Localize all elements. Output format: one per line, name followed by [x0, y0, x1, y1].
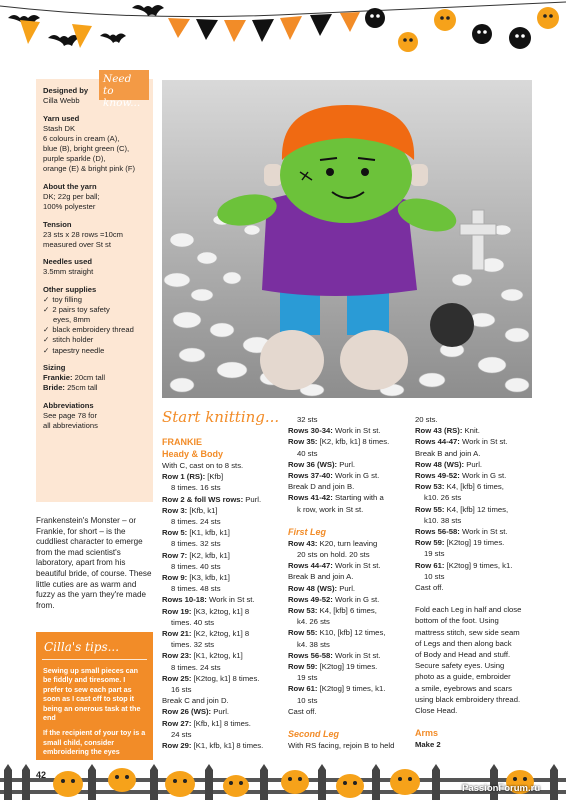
second-leg-heading: Second Leg	[288, 729, 340, 740]
tick-icon: ✓ 2 pairs toy safety	[43, 305, 151, 315]
yarn-used: Yarn used Stash DK 6 colours in cream (A), blue (B), bright green (C), purple sparkle (D), orange (E) & bright pink (F)	[43, 113, 136, 174]
arms-heading: Arms	[415, 728, 439, 739]
pattern-column-1: FRANKIE Heady & Body With C, cast on to 8 sts. Row 1 (RS): [Kfb] 8 times. 16 sts Row 2 & foll WS rows: Purl. Row 3: [Kfb, k1] 8 times. 24 sts Row 5: [K1, kfb, k1] 8 times. 32 sts Row 7: [K2, kfb, k1] 8 times. 40 sts Row 9: [K3, kfb, k1] 8 times. 48 sts Rows 10-18: Work in St st. Row 19: [K3, k2tog, k1] 8 times. 40 sts Row 21: [K2, k2tog, k1] 8 times. 32 sts Row 23: [K1, k2tog, k1] 8 times. 24 sts Row 25: [K2tog, k1] 8 times. 16 sts Break C and join D. Row 26 (WS): Purl. Row 27: [Kfb, k1] 8 times. 24 sts Row 29: [K1, kfb, k1] 8 times.	[162, 436, 280, 751]
tips-box	[36, 632, 153, 760]
head-body-heading: Heady & Body	[162, 449, 224, 459]
sizing: Sizing Frankie: 20cm tall Bride: 25cm tall	[43, 363, 106, 393]
pattern-column-2: 32 sts Rows 30-34: Work in St st. Row 35: [K2, kfb, k1] 8 times. 40 sts Row 36 (WS): Purl. Rows 37-40: Work in G st. Break D and join B. Rows 41-42: Starting with a k row, work in St st. First Leg Row 43: K20, turn leaving 20 sts on hold. 20 sts Rows 44-47: Work in St st. Break B and join A. Row 48 (WS): Purl. Rows 49-52: Work in G st. Row 53: K4, [kfb] 6 times, k4. 26 sts Row 55: K10, [kfb] 12 times, k4. 38 sts Rows 56-58: Work in St st. Row 59: [K2tog] 19 times. 19 sts Row 61: [K2tog] 9 times, k1. 10 sts Cast off. Second Leg With RS facing, rejoin B to held	[288, 414, 408, 751]
need-to-know-content	[43, 86, 151, 439]
about-yarn: About the yarn DK; 22g per ball; 100% polyester	[43, 181, 100, 211]
page-number: 42	[36, 770, 47, 780]
first-leg-heading: First Leg	[288, 526, 327, 537]
halloween-bunting	[0, 0, 566, 62]
pattern-column-3: 20 sts. Row 43 (RS): Knit. Rows 44-47: Work in St st. Break B and join A. Row 48 (WS): Purl. Rows 49-52: Work in G st. Row 53: K4, [kfb] 6 times, k10. 26 sts Row 55: K4, [kfb] 12 times, k10. 38 sts Rows 56-58: Work in St st. Row 59: [K2tog] 19 times. 19 sts Row 61: [K2tog] 9 times, k1. 10 sts Cast off. Fold each Leg in half and close bottom of the foot. Using mattress stitch, sew side seam of Legs and then along back of Body and Head and stuff. Secure safety eyes. Using photo as a guide, embroider a smile, eyebrows and scars using black embroidery thread. Close Head. Arms Make 2	[415, 414, 535, 750]
tip-1: Sewing up small pieces can be fiddly and tiresome. I prefer to sew each part as soon as I cast off to stop it being an onerous task at the end	[43, 666, 141, 723]
tip-2: If the recipient of your toy is a small child, consider embroidering the eyes	[43, 728, 146, 757]
tension: Tension 23 sts x 28 rows =10cm measured over St st	[43, 219, 123, 249]
start-knitting-title: Start knitting...	[162, 408, 280, 426]
pumpkin-icon	[365, 7, 559, 52]
frankie-heading: FRANKIE	[162, 437, 202, 447]
other-supplies: Other supplies ✓ toy filling ✓ 2 pairs toy safety eyes, 8mm ✓ black embroidery thread ✓ stitch holder ✓ tapestry needle	[43, 285, 151, 356]
tick-icon: ✓ toy filling	[43, 295, 151, 305]
frankie-toy-photo	[162, 80, 532, 398]
needles-used: Needles used 3.5mm straight	[43, 257, 94, 277]
tick-icon: ✓ stitch holder	[43, 335, 151, 345]
watermark: PassionForum.ru	[462, 783, 541, 794]
need-to-know-tab: Need to know...	[99, 70, 149, 100]
tips-title: Cilla's tips...	[44, 640, 120, 654]
abbreviations: Abbreviations See page 78 for all abbreviations	[43, 400, 98, 431]
intro-text: Frankenstein's Monster – or Frankie, for short – is the cuddliest character to emerge from the mad scientist's laboratory, apart from his beautiful bride, of course. These little cuties are as warm and fuzzy as the yarn they're made from.	[36, 516, 152, 610]
tick-icon: ✓ tapestry needle	[43, 346, 151, 356]
tick-icon: ✓ black embroidery thread	[43, 325, 151, 335]
designed-by: Designed by Cilla Webb	[43, 86, 89, 106]
